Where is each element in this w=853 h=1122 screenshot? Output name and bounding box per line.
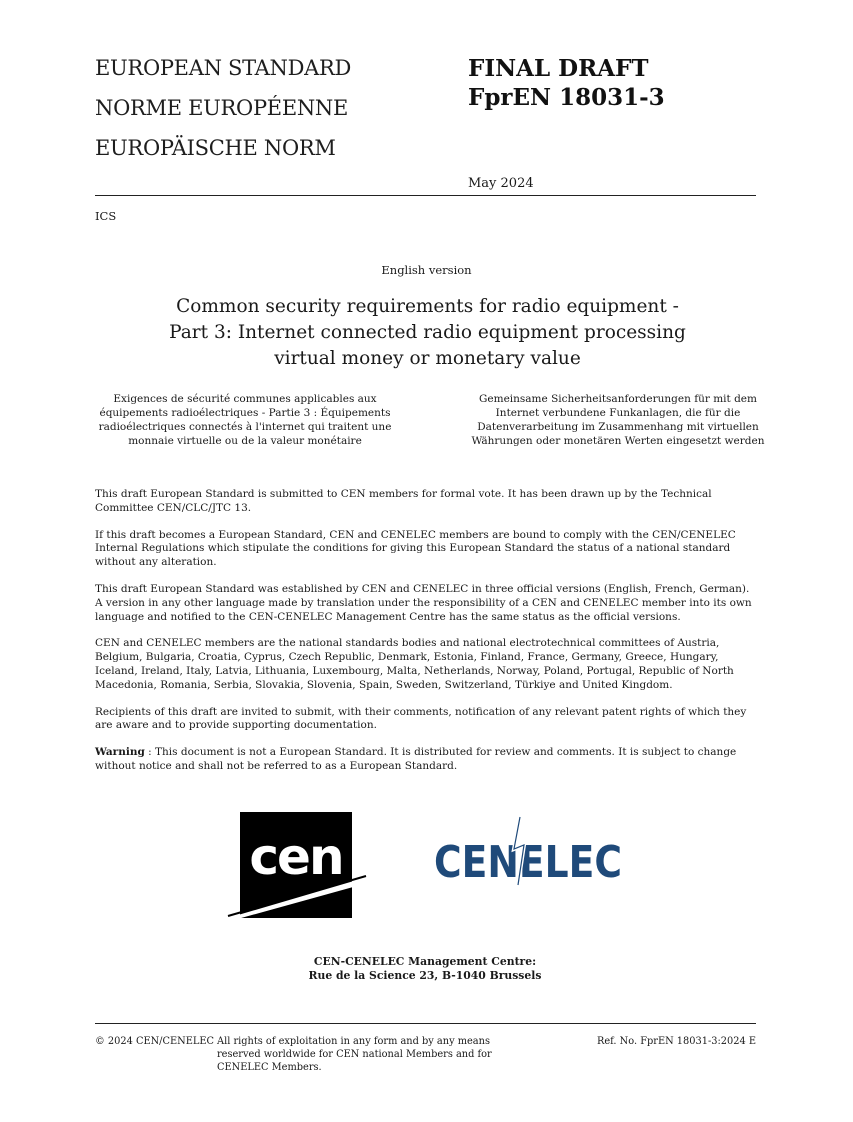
notice-paragraph: Recipients of this draft are invited to submit, with their comments, notification of any relevant patent rights of which they are aware and to provide supporting documentation.: [95, 705, 747, 732]
ics-label: ICS: [95, 209, 117, 223]
notice-paragraph: This draft European Standard is submitted to CEN members for formal vote. It has been drawn up by the Technical Committee CEN/CLC/JTC 13.: [95, 488, 712, 514]
draft-status: FINAL DRAFT: [468, 55, 649, 82]
notice-paragraph: If this draft becomes a European Standard, CEN and CENELEC members are bound to comply with the CEN/CENELEC Internal Regulations which stipulate the conditions for giving this European Standard the status of a national standard without any alteration.: [95, 528, 736, 569]
standard-type-en: EUROPEAN STANDARD: [95, 56, 352, 80]
standard-type-fr: NORME EUROPÉENNE: [95, 96, 349, 120]
warning-text: : This document is not a European Standard. It is distributed for review and comments. It is subject to change without notice and shall not be referred to as a European Standard.: [95, 746, 737, 772]
german-title: Gemeinsame Sicherheitsanforderungen für mit dem Internet verbundene Funkanlagen, die für die Datenverarbeitung im Zusammenhang mit virtuellen Währungen oder monetären Werten eingesetzt werden: [471, 393, 765, 447]
cenelec-logo: [434, 815, 626, 887]
cen-logo-text: cen: [249, 828, 343, 886]
standard-type-block: [95, 48, 351, 168]
warning-paragraph: [95, 746, 756, 774]
notice-paragraph: CEN and CENELEC members are the national standards bodies and national electrotechnical committees of Austria, Belgium, Bulgaria, Croatia, Cyprus, Czech Republic, Denmark, Estonia, Finland, France, Germany, Greece, Hungary, Iceland, Ireland, Italy, Latvia, Lithuania, Luxembourg, Malta, Netherlands, Norway, Poland, Portugal, Republic of North Macedonia, Romania, Serbia, Slovakia, Slovenia, Spain, Sweden, Switzerland, Türkiye and United Kingdom.: [95, 637, 734, 691]
publication-date: May 2024: [468, 176, 534, 191]
management-centre-name: CEN-CENELEC Management Centre:: [313, 955, 537, 968]
copyright-notice: © 2024 CEN/CENELEC: [95, 1036, 215, 1047]
reference-number: Ref. No. FprEN 18031-3:2024 E: [596, 1036, 756, 1047]
document-reference: FprEN 18031-3: [468, 84, 665, 111]
draft-status-block: [468, 54, 665, 112]
management-centre-street: Rue de la Science 23, B-1040 Brussels: [308, 969, 542, 982]
footer-divider: [95, 1023, 756, 1024]
rights-statement: All rights of exploitation in any form and by any means reserved worldwide for CEN national Members and for CENELEC Members.: [217, 1036, 492, 1073]
header-divider: [95, 195, 756, 196]
management-centre-address: [225, 955, 625, 983]
cen-logo: [228, 812, 366, 920]
cenelec-logo-text: CENELEC: [434, 837, 622, 888]
standard-type-de: EUROPÄISCHE NORM: [95, 136, 336, 160]
notice-paragraph: This draft European Standard was established by CEN and CENELEC in three official versions (English, French, German). A version in any other language made by translation under the responsibility of a CEN and CENELEC member into its own language and notified to the CEN-CENELEC Management Centre has the same status as the official versions.: [95, 582, 752, 623]
warning-label: Warning: [95, 746, 145, 759]
document-title: Common security requirements for radio equipment - Part 3: Internet connected radio equipment processing virtual money or monetary value: [169, 296, 686, 369]
notice-section: [95, 488, 756, 774]
version-label: English version: [381, 263, 472, 277]
french-title: Exigences de sécurité communes applicables aux équipements radioélectriques - Partie 3 : Équipements radioélectriques connectés à l'internet qui traitent une monnaie virtuelle ou de la valeur monétaire: [98, 393, 392, 447]
